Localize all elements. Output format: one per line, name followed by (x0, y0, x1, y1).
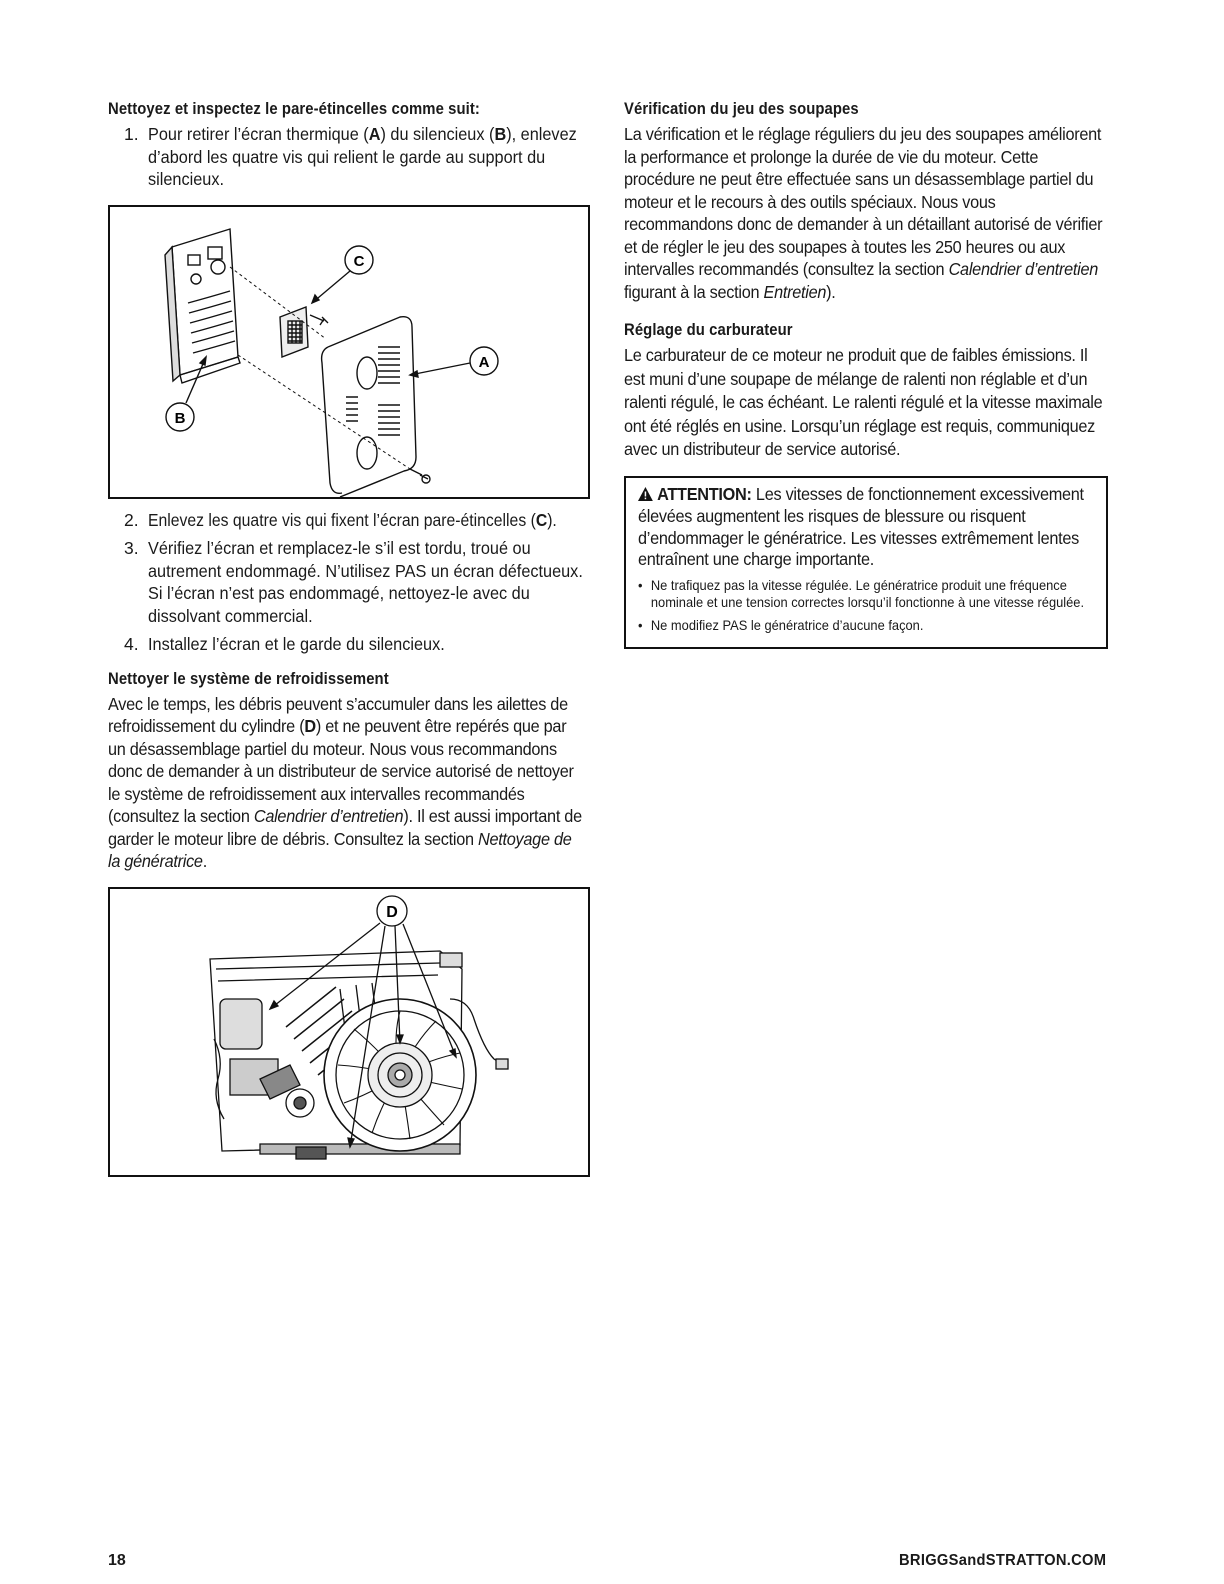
step-4-text: Installez l’écran et le garde du silencieux. (148, 634, 445, 654)
left-column (108, 100, 590, 1177)
callout-a: A (478, 353, 490, 371)
step-3-text: Vérifiez l’écran et remplacez-le s’il est tordu, troué ou autrement endommagé. N’utilisez PAS un écran défectueux. Si l’écran n’est pas endommagé, nettoyez-le avec du dissolvant commercial. (148, 538, 583, 626)
right-column (624, 100, 1108, 649)
warning-paragraph (638, 484, 1094, 571)
warning-bullets (638, 577, 1097, 635)
step-2-text-b: ). (547, 509, 557, 530)
step-1-ref-b: B (494, 124, 507, 144)
step-4-number: 4. (124, 634, 139, 654)
step-1 (108, 123, 590, 191)
step-2-number: 2. (124, 509, 139, 530)
step-1-text-b: ) du silencieux ( (380, 124, 495, 144)
muffler-figure (108, 205, 590, 499)
muffler-illustration (110, 207, 588, 497)
valve-text-a: La vérification et le réglage réguliers du jeu des soupapes améliorent la performance et prolonge la durée de vie du moteur. Cette procédure ne peut être effectuée sans un désassemblage partiel du moteur et le recours à des outils spéciaux. Nous vous recommandons donc de demander à un détaillant autorisé de vérifier et de régler le jeu des soupapes à toutes les 250 heures ou aux intervalles recommandés (consultez la section (624, 124, 1103, 279)
website-url: BRIGGSandSTRATTON.COM (898, 1552, 1106, 1569)
step-3-number: 3. (124, 538, 139, 558)
cooling-text-d: . (202, 851, 207, 871)
spark-arrester-heading: Nettoyez et inspectez le pare-étincelles comme suit: (108, 100, 480, 118)
engine-figure (108, 887, 590, 1177)
valve-text-b: figurant à la section (624, 281, 764, 302)
callout-c: C (353, 252, 365, 270)
cooling-system-heading: Nettoyer le système de refroidissement (108, 669, 389, 688)
cooling-ref-calendar: Calendrier d’entretien (253, 806, 404, 826)
warning-title: ATTENTION: (657, 483, 752, 504)
cooling-ref-d: D (304, 716, 316, 736)
warning-text: Les vitesses de fonctionnement excessivement élevées augmentent les risques de blessure ou risquent d’endommager le génératrice. Les vitesses extrêmement lentes entraînent une charge importante. (638, 483, 1084, 569)
step-2-ref-c: C (535, 509, 548, 530)
warning-box (624, 476, 1108, 650)
step-1-number: 1. (124, 124, 139, 144)
cooling-system-paragraph (108, 693, 588, 873)
step-1-ref-a: A (368, 124, 381, 144)
cooling-text-c: ). Il est aussi important de garder le moteur libre de débris. Consultez la section (108, 806, 582, 849)
valve-clearance-paragraph (624, 123, 1106, 303)
valve-ref-calendar: Calendrier d’entretien (948, 259, 1099, 279)
step-2 (108, 509, 590, 532)
valve-clearance-heading: Vérification du jeu des soupapes (624, 100, 859, 118)
valve-ref-maintenance: Entretien (763, 281, 827, 302)
callout-d: D (386, 903, 398, 921)
spark-arrester-steps (108, 123, 590, 191)
engine-illustration (110, 889, 588, 1175)
spark-arrester-steps-cont (108, 509, 590, 656)
step-2-text-a: Enlevez les quatre vis qui fixent l’écran pare-étincelles ( (148, 509, 536, 530)
carburetor-paragraph: Le carburateur de ce moteur ne produit que de faibles émissions. Il est muni d’une soupape de mélange de ralenti non réglable et d’un ralenti régulé, le cas échéant. Le ralenti régulé et la vitesse maximale ont été réglés en usine. Lorsqu’un réglage est requis, communiquez avec un distributeur de service autorisé. (624, 345, 1103, 459)
warning-triangle-icon (638, 485, 653, 507)
warning-bullet-1: • Ne trafiquez pas la vitesse régulée. Le génératrice produit une fréquence nominale et une tension correctes lorsqu’il fonctionne à une vitesse régulée. (638, 577, 1097, 612)
warning-bullet-2: • Ne modifiez PAS le génératrice d’aucune façon. (638, 617, 1097, 635)
callout-b: B (174, 409, 186, 427)
page-number: 18 (108, 1552, 126, 1569)
carburetor-heading: Réglage du carburateur (624, 321, 793, 339)
valve-text-c: ). (826, 281, 836, 302)
cooling-text-b: ) et ne peuvent être repérés que par un désassemblage partiel du moteur. Nous vous recommandons donc de demander à un distributeur de service autorisé de nettoyer le système de refroidissement aux intervalles recommandés (consultez la section (108, 716, 574, 826)
cooling-text-a: Avec le temps, les débris peuvent s’accumuler dans les ailettes de refroidissement du cylindre ( (108, 693, 568, 736)
step-3 (108, 537, 590, 627)
cooling-ref-cleaning: Nettoyage de la génératrice (108, 828, 572, 871)
step-4 (108, 633, 590, 656)
step-1-text-a: Pour retirer l’écran thermique ( (148, 124, 369, 144)
step-1-text-c: ), enlevez d’abord les quatre vis qui relient le garde au support du silencieux. (148, 124, 577, 189)
